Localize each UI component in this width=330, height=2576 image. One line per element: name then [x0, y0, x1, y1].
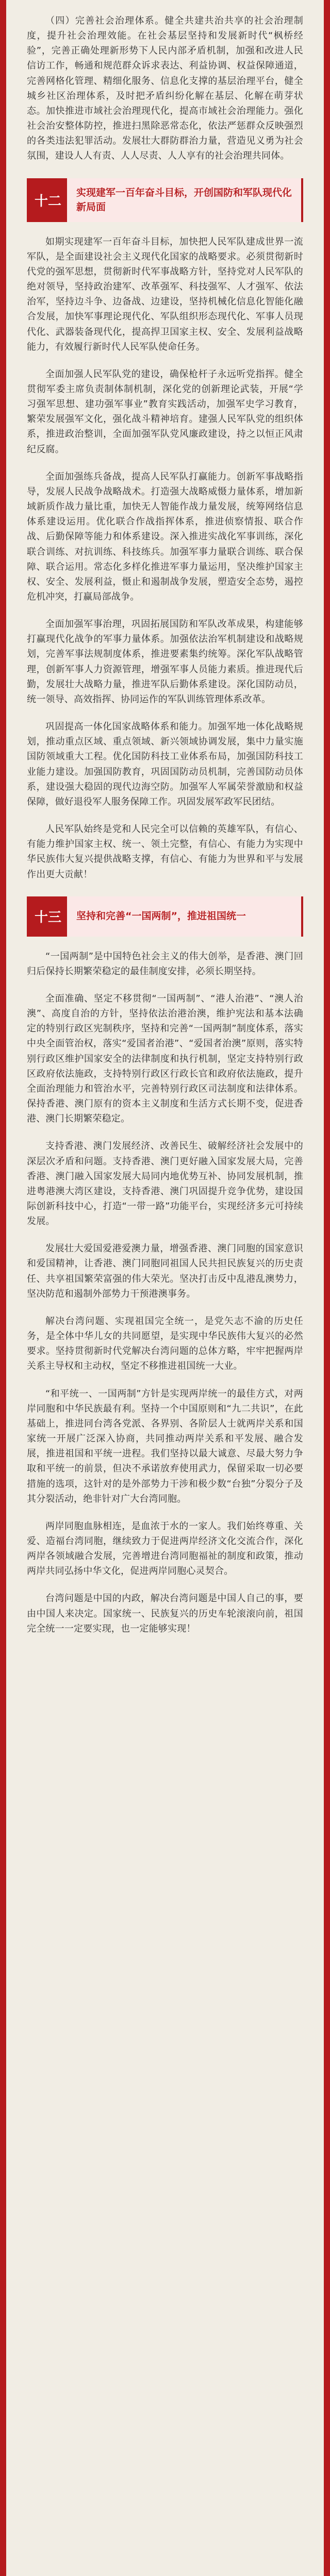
- right-red-border: [324, 0, 330, 2576]
- paragraph-hk-macau-policy: 全面准确、坚定不移贯彻“一国两制”、“港人治港”、“澳人治澳”、高度自治的方针，坚持依法治港治澳，维护宪法和基本法确定的特别行政区宪制秩序，坚持和完善“一国两制”制度体系，落实中央全面管治权，落实“爱国者治港”、“爱国者治澳”原则，落实特别行政区维护国家安全的法律制度和执行机制，坚定支持特别行政区政府依法施政，支持特别行政区行政长官和政府依法施政，提升全面治理能力和管治水平，完善特别行政区司法制度和法律体系。保持香港、澳门原有的资本主义制度和生活方式长期不变，促进香港、澳门长期繁荣稳定。: [27, 993, 303, 1125]
- section-number: 十二: [29, 178, 67, 222]
- section-heading-13: [27, 896, 303, 937]
- paragraph-training: 全面加强练兵备战，提高人民军队打赢能力。创新军事战略指导，发展人民战争战略战术。打造强大战略威慑力量体系，增加新域新质作战力量比重，加快无人智能作战力量发展，统筹网络信息体系建设运用。优化联合作战指挥体系，推进侦察情报、联合作战、后勤保障等能力和体系建设。深入推进实战化军事训练，深化联合训练、对抗训练、科技练兵。加强军事力量联合训练、联合保障、联合运用。常态化多样化推进军事力量运用，坚决维护国家主权、安全、发展利益，慑止和遏制战争发展，塑造安全态势，遏控危机冲突，打赢局部战争。: [27, 471, 303, 602]
- paragraph-hk-macau-development: 支持香港、澳门发展经济、改善民生、破解经济社会发展中的深层次矛盾和问题。支持香港、澳门更好融入国家发展大局，完善香港、澳门融入国家发展大局同内地优势互补、协同发展机制，推进粤港澳大湾区建设，支持香港、澳门巩固提升竞争优势，建设国际创新科技中心，打造“一带一路”功能平台，实现经济多元可持续发展。: [27, 1141, 303, 1227]
- paragraph-patriotic-forces: 发展壮大爱国爱港爱澳力量，增强香港、澳门同胞的国家意识和爱国精神，让香港、澳门同胞同祖国人民共担民族复兴的历史责任、共享祖国繁荣富强的伟大荣光。坚决打击反中乱港乱澳势力，坚决防范和遏制外部势力干预港澳事务。: [27, 1243, 303, 1299]
- paragraph-military-governance: 全面加强军事治理，巩固拓展国防和军队改革成果，构建能够打赢现代化战争的军事力量体系。加强依法治军机制建设和战略规划，完善军事法规制度体系，推进要素集约统筹。深化军队战略管理，创新军事人力资源管理，增强军事人员能力素质。推进现代后勤，发展壮大战略力量，推进军队后勤体系建设。深化国防动员，统一领导、高效指挥、协同运作的军队训练管理体系改革。: [27, 619, 303, 705]
- section-heading-12: [27, 178, 303, 222]
- section-title-text: 实现建军一百年奋斗目标，开创国防和军队现代化新局面: [76, 187, 292, 213]
- section-title-text: 坚持和完善“一国两制”，推进祖国统一: [76, 910, 246, 922]
- paragraph-taiwan-internal-affair: 台湾问题是中国的内政，解决台湾问题是中国人自己的事，要由中国人来决定。国家统一、民族复兴的历史车轮滚滚向前，祖国完全统一一定要实现，也一定能够实现！: [27, 1593, 303, 1634]
- paragraph-national-strategy: 巩固提高一体化国家战略体系和能力。加强军地一体化战略规划，推动重点区域、重点领域、新兴领域协调发展，集中力量实施国防领域重大工程。优化国防科技工业体系布局，加强国防科技工业能力建设。加强国防教育，巩固国防动员机制，完善国防动员体系，建设强大稳固的现代边海空防。加强军人军属荣誉激励和权益保障，做好退役军人服务保障工作。巩固发展军政军民团结。: [27, 721, 303, 807]
- paragraph-military-goal: 如期实现建军一百年奋斗目标，加快把人民军队建成世界一流军队，是全面建设社会主义现代化国家的战略要求。必须贯彻新时代党的强军思想，贯彻新时代军事战略方针，坚持党对人民军队的绝对领导，坚持政治建军、改革强军、科技强军、人才强军、依法治军，坚持边斗争、边备战、边建设，坚持机械化信息化智能化融合发展，加快军事理论现代化、军队组织形态现代化、军事人员现代化、武器装备现代化，提高捍卫国家主权、安全、发展利益战略能力，有效履行新时代人民军队使命任务。: [27, 236, 303, 352]
- paragraph-one-country-two-systems: “一国两制”是中国特色社会主义的伟大创举，是香港、澳门回归后保持长期繁荣稳定的最佳制度安排，必须长期坚持。: [27, 951, 303, 977]
- paragraph-army-confidence: 人民军队始终是党和人民完全可以信赖的英雄军队，有信心、有能力维护国家主权、统一、领土完整，有信心、有能力为实现中华民族伟大复兴提供战略支撑，有信心、有能力为世界和平与发展作出更大贡献！: [27, 824, 303, 880]
- paragraph-social-governance: （四）完善社会治理体系。健全共建共治共享的社会治理制度，提升社会治理效能。在社会基层坚持和发展新时代“枫桥经验”，完善正确处理新形势下人民内部矛盾机制，加强和改进人民信访工作，畅通和规范群众诉求表达、利益协调、权益保障通道，完善网格化管理、精细化服务、信息化支撑的基层治理平台，健全城乡社区治理体系，及时把矛盾纠纷化解在基层、化解在萌芽状态。加快推进市域社会治理现代化，提高市域社会治理能力。强化社会治安整体防控，推进扫黑除恶常态化，依法严惩群众反映强烈的各类违法犯罪活动。发展壮大群防群治力量，营造见义勇为社会氛围，建设人人有责、人人尽责、人人享有的社会治理共同体。: [27, 15, 303, 162]
- section-number: 十三: [29, 896, 67, 937]
- article-content: [12, 0, 318, 2576]
- paragraph-party-building: 全面加强人民军队党的建设，确保枪杆子永远听党指挥。健全贯彻军委主席负责制体制机制，深化党的创新理论武装，开展“学习强军思想、建功强军事业”教育实践活动，加强军史学习教育，繁荣发展强军文化，强化战斗精神培育。建强人民军队党的组织体系，推进政治整训，全面加强军队党风廉政建设，持之以恒正风肃纪反腐。: [27, 368, 303, 455]
- paragraph-peaceful-unification: “和平统一、一国两制”方针是实现两岸统一的最佳方式，对两岸同胞和中华民族最有利。坚持一个中国原则和“九二共识”，在此基础上，推进同台湾各党派、各界别、各阶层人士就两岸关系和国家统一开展广泛深入协商，共同推动两岸关系和平发展、融合发展，推进祖国和平统一进程。我们坚持以最大诚意、尽最大努力争取和平统一的前景，但决不承诺放弃使用武力，保留采取一切必要措施的选项，这针对的是外部势力干涉和极少数“台独”分裂分子及其分裂活动，绝非针对广大台湾同胞。: [27, 1388, 303, 1504]
- paragraph-taiwan-unification: 解决台湾问题、实现祖国完全统一，是党矢志不渝的历史任务，是全体中华儿女的共同愿望，是实现中华民族伟大复兴的必然要求。坚持贯彻新时代党解决台湾问题的总体方略，牢牢把握两岸关系主导权和主动权，坚定不移推进祖国统一大业。: [27, 1315, 303, 1372]
- paragraph-cross-strait-people: 两岸同胞血脉相连，是血浓于水的一家人。我们始终尊重、关爱、造福台湾同胞，继续致力于促进两岸经济文化交流合作，深化两岸各领域融合发展，完善增进台湾同胞福祉的制度和政策，推动两岸共同弘扬中华文化，促进两岸同胞心灵契合。: [27, 1520, 303, 1577]
- left-red-border: [0, 0, 6, 2576]
